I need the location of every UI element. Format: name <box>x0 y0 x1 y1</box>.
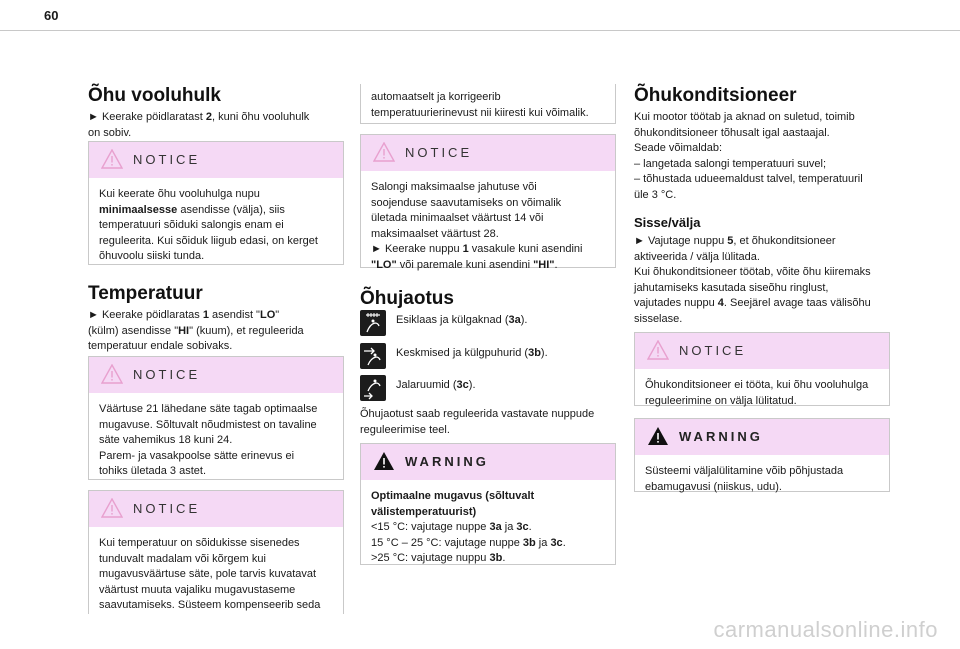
txt-bold: 2 <box>205 111 213 123</box>
distribution-item-windscreen <box>360 310 616 340</box>
distribution-label: Keskmised ja külgpuhurid (3b). <box>396 347 548 359</box>
notice-header <box>89 142 343 178</box>
notice-box-temperature <box>88 356 344 480</box>
warning-header <box>361 444 615 480</box>
text-line: Kui mootor töötab ja aknad on suletud, toimib <box>634 111 855 123</box>
notice-body <box>89 393 343 488</box>
notice-label: NOTICE <box>133 501 201 516</box>
text-line: tohiks ületada 3 astet. <box>99 465 207 477</box>
distribution-text <box>360 407 616 438</box>
section-title-temperature: Temperatuur <box>88 283 203 304</box>
text-line: Parem- ja vasakpoolse sätte erinevus ei <box>99 449 295 462</box>
text-line: minimaalsesse asendisse (välja), siis <box>99 203 285 216</box>
warning-label: WARNING <box>405 454 489 469</box>
distribution-label: Jalaruumid (3c). <box>396 379 476 391</box>
notice-body <box>361 171 615 281</box>
text-line: välistemperatuurist) <box>371 505 477 518</box>
warning-triangle-icon <box>647 426 669 446</box>
text-line: sisselase. <box>634 312 683 325</box>
notice-body <box>89 178 343 273</box>
text-line: <15 °C: vajutage nuppe 3a ja 3c. <box>371 521 532 533</box>
notice-triangle-icon <box>647 340 669 360</box>
notice-box-ac <box>634 332 890 406</box>
text-line: – tõhustada udueemaldust talvel, temperatuuril <box>634 173 863 185</box>
text-line: automaatselt ja korrigeerib <box>371 91 501 103</box>
text-line: – langetada salongi temperatuuri suvel; <box>634 157 827 170</box>
onoff-text <box>634 234 890 327</box>
text-line: õhuvoolu siiski tunda. <box>99 250 205 262</box>
notice-header <box>361 135 615 171</box>
text-line: Kui temperatuur on sõidukisse sisenedes <box>99 537 300 549</box>
text-line: >25 °C: vajutage nuppu 3b. <box>371 552 506 564</box>
text-line: õhukonditsioneer tõhusalt igal aastaajal. <box>634 126 830 139</box>
text-line: soojenduse saavutamiseks on võimalik <box>371 196 562 209</box>
windscreen-airflow-icon <box>360 310 386 336</box>
text-line: Väärtuse 21 lähedane säte tagab optimaalse <box>99 403 318 415</box>
text-line: Õhujaotust saab reguleerida vastavate nuppude <box>360 408 595 420</box>
text-line: reguleerimise teel. <box>360 423 450 436</box>
notice-label: NOTICE <box>679 343 747 358</box>
text-line: aktiveerida / välja lülitada. <box>634 250 760 263</box>
text-line: ► Keerake pöidlaratas 1 asendist "LO" <box>88 309 280 321</box>
text-line: (külm) asendisse "HI" (kuum), et reguleerida <box>88 324 304 337</box>
warning-triangle-icon <box>373 451 395 471</box>
notice-triangle-icon <box>373 142 395 162</box>
notice-body <box>89 527 343 622</box>
notice-label: NOTICE <box>133 152 201 167</box>
top-divider <box>0 30 960 31</box>
section-title-air-distribution: Õhujaotus <box>360 288 454 309</box>
continuation-text <box>371 90 605 121</box>
text-line: ületada minimaalset väärtust 14 või <box>371 212 544 224</box>
text-line: jahutamiseks kasutada siseõhu ringlust, <box>634 281 829 294</box>
txt: , kuni õhu vooluhulk <box>212 111 310 123</box>
text-line: Optimaalne mugavus (sõltuvalt <box>371 490 535 502</box>
distribution-label: Esiklaas ja külgaknad (3a). <box>396 314 528 326</box>
section-title-onoff: Sisse/välja <box>634 215 701 230</box>
text-line: säte vahemikus 18 kuni 24. <box>99 434 233 446</box>
notice-triangle-icon <box>101 498 123 518</box>
text-line: Õhukonditsioneer ei tööta, kui õhu vooluhulga <box>645 379 869 391</box>
vents-airflow-icon <box>360 343 386 369</box>
text-line: temperatuuri sõiduki salongis enam ei <box>99 219 284 231</box>
text-line: Salongi maksimaalse jahutuse või <box>371 181 537 193</box>
notice-box-comfort <box>88 490 344 614</box>
distribution-item-vents <box>360 343 616 373</box>
text-line: temperatuurierinevust nii kiiresti kui võimalik. <box>371 106 589 119</box>
text-line: "LO" või paremale kuni asendini "HI". <box>371 258 558 271</box>
temperature-text <box>88 308 344 355</box>
text-line: mugavuse. Sõltuvalt nõudmistest on tavaline <box>99 418 317 431</box>
notice-triangle-icon <box>101 364 123 384</box>
ac-text <box>634 110 890 203</box>
section-title-air-flow: Õhu vooluhulk <box>88 85 221 106</box>
section-title-ac: Õhukonditsioneer <box>634 85 797 106</box>
air-flow-text <box>88 110 344 141</box>
notice-body <box>635 369 889 417</box>
notice-label: NOTICE <box>133 367 201 382</box>
notice-box-max <box>360 134 616 271</box>
notice-triangle-icon <box>101 149 123 169</box>
text-line: 15 °C – 25 °C: vajutage nuppe 3b ja 3c. <box>371 536 566 549</box>
notice-box-air-flow <box>88 141 344 265</box>
warning-header <box>635 419 889 455</box>
continuation-box <box>360 84 616 124</box>
text-line: ebamugavusi (niiskus, udu). <box>645 480 782 493</box>
warning-label: WARNING <box>679 429 763 444</box>
text-line: temperatuur endale sobivaks. <box>88 340 233 352</box>
notice-header <box>89 491 343 527</box>
notice-label: NOTICE <box>405 145 473 160</box>
air-flow-line-1 <box>88 110 344 126</box>
watermark: carmanualsonline.info <box>713 617 938 642</box>
footwell-airflow-icon <box>360 375 386 401</box>
text-line: ► Keerake nuppu 1 vasakule kuni asendini <box>371 243 583 255</box>
notice-header <box>89 357 343 393</box>
text-line: väärtust muuta vajaliku mugavustaseme <box>99 583 296 596</box>
warning-body <box>361 480 615 575</box>
warning-box-comfort <box>360 443 616 565</box>
warning-box-ac <box>634 418 890 492</box>
text-line: reguleerimine on välja lülitatud. <box>645 394 797 407</box>
text-line: reguleerita. Kui sõiduk liigub edasi, on kerget <box>99 234 318 247</box>
page-number: 60 <box>44 8 59 23</box>
text-line: mugavusväärtuse säte, pole tarvis kuvatavat <box>99 568 317 580</box>
text-line: Kui õhukonditsioneer töötab, võite õhu kiiremaks <box>634 266 871 278</box>
text-line: Süsteemi väljalülitamine võib põhjustada <box>645 465 844 477</box>
air-flow-line-2: on sobiv. <box>88 126 132 139</box>
txt: ► Keerake pöidlaratast <box>88 111 206 123</box>
text-line: saavutamiseks. Süsteem kompenseerib seda <box>99 599 321 611</box>
text-line: Seade võimaldab: <box>634 142 723 154</box>
text-line: ► Vajutage nuppu 5, et õhukonditsioneer <box>634 235 836 247</box>
text-line: üle 3 °C. <box>634 188 677 201</box>
warning-body <box>635 455 889 503</box>
text-line: tunduvalt madalam või kõrgem kui <box>99 552 266 565</box>
text-line: vajutades nuppu 4. Seejärel avage taas välisõhu <box>634 297 871 309</box>
text-line: maksimaalset väärtust 28. <box>371 227 499 240</box>
text-line: Kui keerate õhu vooluhulga nupu <box>99 188 260 200</box>
notice-header <box>635 333 889 369</box>
distribution-item-footwell <box>360 375 616 405</box>
